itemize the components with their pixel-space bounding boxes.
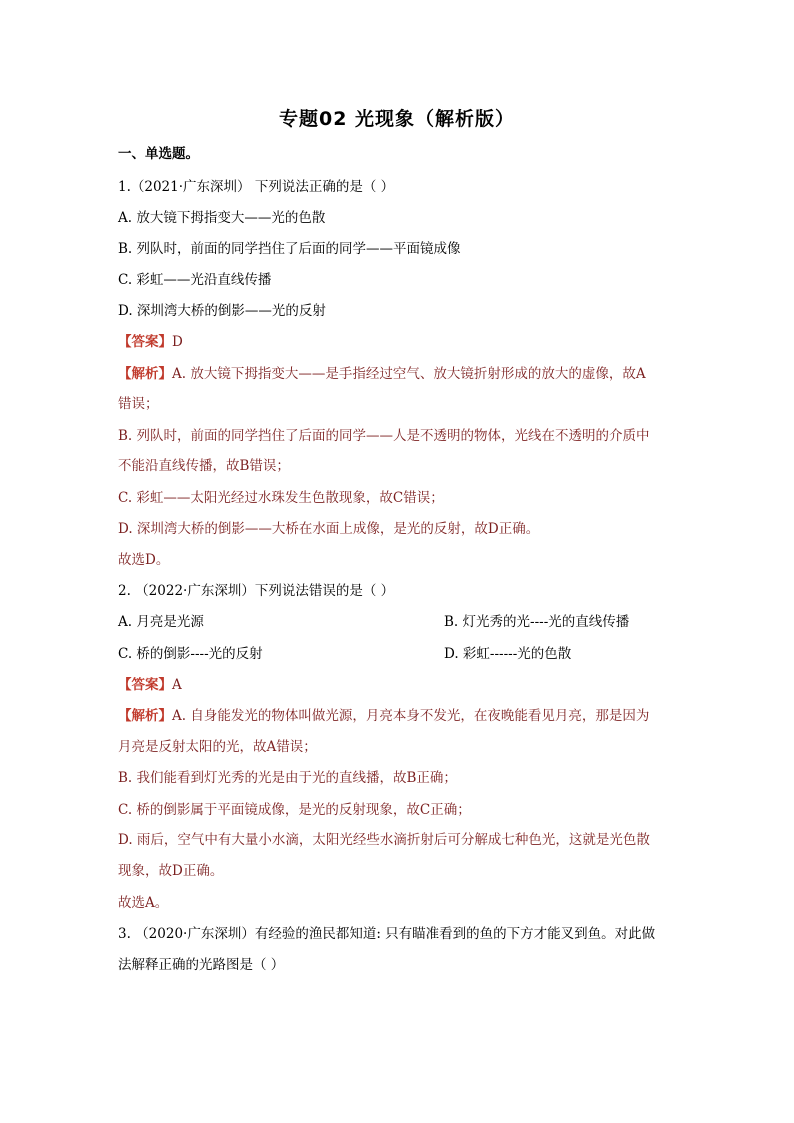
q1-option-d: D. 深圳湾大桥的倒影——光的反射 <box>118 303 326 319</box>
q3-stem-line-2: 法解释正确的光路图是（ ） <box>118 957 285 973</box>
q2-conclusion: 故选A。 <box>118 895 169 911</box>
q1-answer-label: 【答案】 <box>118 334 172 350</box>
q1-analysis-label: 【解析】 <box>118 366 172 382</box>
q2-analysis-label: 【解析】 <box>118 708 172 724</box>
q2-analysis-line-5: D. 雨后，空气中有大量小水滴，太阳光经些水滴折射后可分解成七种色光，这就是光色散 <box>118 832 650 848</box>
q2-answer-label: 【答案】 <box>118 677 172 693</box>
q1-conclusion: 故选D。 <box>118 552 170 568</box>
q1-analysis-line-1 <box>118 364 646 384</box>
q1-analysis-line-3: B. 列队时，前面的同学挡住了后面的同学——人是不透明的物体，光线在不透明的介质中 <box>118 428 650 444</box>
q2-option-b: B. 灯光秀的光----光的直线传播 <box>444 614 630 630</box>
q2-analysis-line-6: 现象，故D正确。 <box>118 863 224 879</box>
q3-stem-line-1: 3. （2020·广东深圳）有经验的渔民都知道: 只有瞄准看到的鱼的下方才能叉到鱼。对此做 <box>118 926 656 942</box>
q2-analysis-line-1 <box>118 706 649 726</box>
q1-stem: 1.（2021·广东深圳） 下列说法正确的是（ ） <box>118 179 395 195</box>
q1-analysis-line-2: 错误； <box>118 396 159 412</box>
page-title: 专题02 光现象（解析版） <box>278 108 516 130</box>
q1-option-c: C. 彩虹——光沿直线传播 <box>118 272 272 288</box>
q2-analysis-text-1: A. 自身能发光的物体叫做光源，月亮本身不发光，在夜晚能看见月亮，那是因为 <box>172 708 650 724</box>
q2-answer <box>118 675 182 695</box>
q1-analysis-line-5: C. 彩虹——太阳光经过水珠发生色散现象，故C错误； <box>118 490 444 506</box>
q2-answer-value: A <box>172 677 182 693</box>
q2-analysis-line-4: C. 桥的倒影属于平面镜成像，是光的反射现象，故C正确； <box>118 802 471 818</box>
q2-analysis-line-3: B. 我们能看到灯光秀的光是由于光的直线播，故B正确； <box>118 770 457 786</box>
q1-analysis-text-1: A. 放大镜下拇指变大——是手指经过空气、放大镜折射形成的放大的虚像，故A <box>172 366 646 382</box>
q2-stem: 2. （2022·广东深圳）下列说法错误的是（ ） <box>118 583 395 599</box>
q1-option-a: A. 放大镜下拇指变大——光的色散 <box>118 210 326 226</box>
q2-option-c: C. 桥的倒影----光的反射 <box>118 646 263 662</box>
q2-analysis-line-2: 月亮是反射太阳的光，故A错误； <box>118 739 317 755</box>
q1-answer-value: D <box>172 334 183 350</box>
q1-answer <box>118 332 183 352</box>
q2-option-d: D. 彩虹------光的色散 <box>444 646 572 662</box>
q1-analysis-line-4: 不能沿直线传播，故B错误； <box>118 458 290 474</box>
q1-option-b: B. 列队时，前面的同学挡住了后面的同学——平面镜成像 <box>118 241 461 257</box>
q2-option-a: A. 月亮是光源 <box>118 614 204 630</box>
section-heading: 一、单选题。 <box>118 146 199 162</box>
q1-analysis-line-6: D. 深圳湾大桥的倒影——大桥在水面上成像，是光的反射，故D正确。 <box>118 521 540 537</box>
